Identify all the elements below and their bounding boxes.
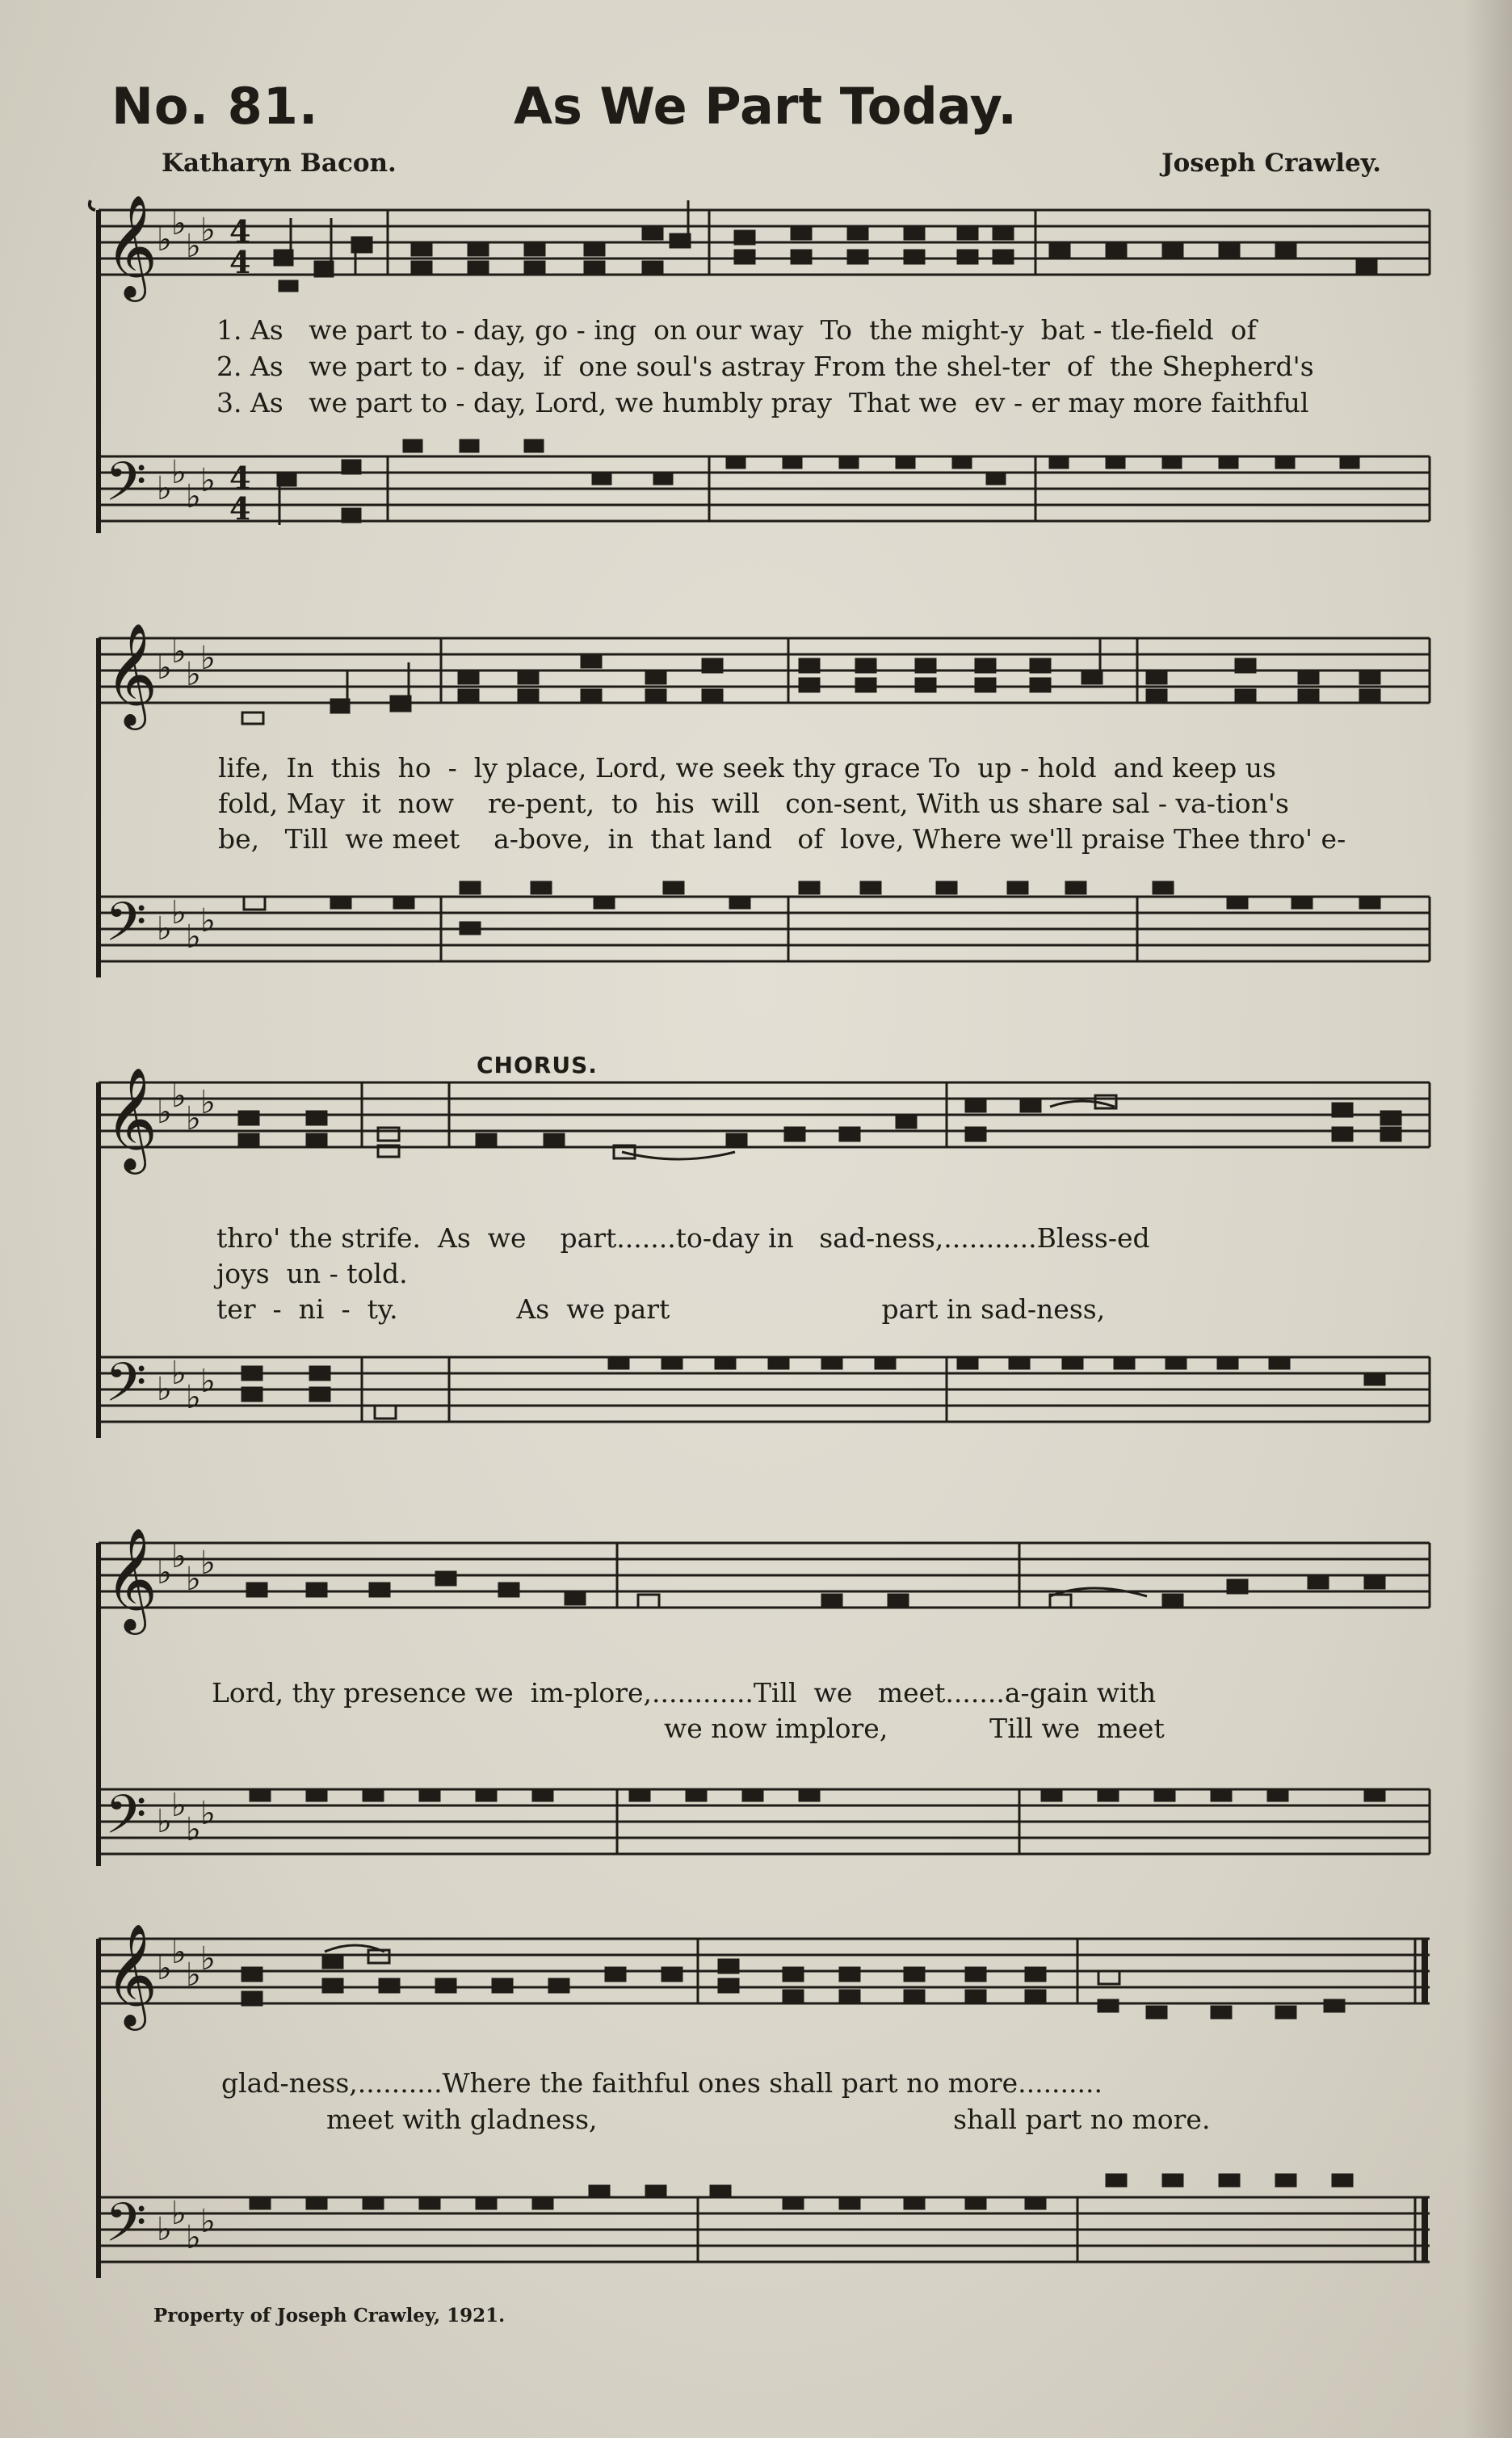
- svg-text:♭: ♭: [157, 470, 172, 507]
- svg-text:𝄞: 𝄞: [105, 1527, 158, 1630]
- svg-text:♭: ♭: [157, 221, 172, 259]
- chorus-label: CHORUS.: [477, 1052, 598, 1078]
- svg-text:𝄢: 𝄢: [105, 1351, 147, 1427]
- svg-text:♭: ♭: [157, 1950, 172, 1987]
- svg-text:♭: ♭: [171, 1355, 187, 1392]
- svg-text:♭: ♭: [186, 228, 201, 265]
- svg-text:♭: ♭: [157, 1554, 172, 1591]
- lyric-line-s5-v2: meet with gladness, shall part no more.: [326, 2104, 1211, 2135]
- svg-text:4: 4: [229, 244, 251, 280]
- svg-text:♭: ♭: [200, 462, 216, 499]
- lyric-line-s4-v2: we now implore, Till we meet: [664, 1713, 1165, 1744]
- svg-text:♭: ♭: [186, 478, 201, 515]
- svg-text:♭: ♭: [200, 1940, 216, 1978]
- svg-text:♭: ♭: [171, 633, 187, 670]
- svg-text:♭: ♭: [200, 1795, 216, 1832]
- hymn-title: As We Part Today.: [514, 77, 1017, 136]
- lyric-line-s2-v1: life, In this ho - ly place, Lord, we seek thy grace To up - hold and keep us: [218, 752, 1276, 784]
- lyric-line-s4-v1: Lord, thy presence we im-plore,............Till we meet.......a-gain with: [212, 1677, 1157, 1709]
- lyric-line-s1-v1: 1. As we part to - day, go - ing on our way To the might-y bat - tle-field of: [216, 314, 1257, 346]
- svg-text:♭: ♭: [157, 1371, 172, 1408]
- svg-text:4: 4: [229, 213, 251, 250]
- svg-text:♭: ♭: [157, 2211, 172, 2248]
- svg-text:♭: ♭: [186, 918, 201, 956]
- svg-text:♭: ♭: [200, 212, 216, 249]
- svg-text:♭: ♭: [186, 1811, 201, 1848]
- svg-text:♭: ♭: [157, 649, 172, 687]
- svg-text:4: 4: [229, 490, 251, 527]
- svg-text:♭: ♭: [171, 2195, 187, 2232]
- lyric-line-s2-v2: fold, May it now re-pent, to his will con-sent, With us share sal - va-tion's: [218, 788, 1289, 819]
- svg-text:𝄞: 𝄞: [105, 1923, 158, 2026]
- lyric-line-s5-v1: glad-ness,..........Where the faithful ones shall part no more..........: [221, 2067, 1102, 2099]
- svg-text:♭: ♭: [171, 1934, 187, 1971]
- lyric-line-s3-v1: thro' the strife. As we part.......to-day in sad-ness,...........Bless-ed: [216, 1222, 1150, 1254]
- svg-text:♭: ♭: [186, 1379, 201, 1416]
- svg-text:𝄞: 𝄞: [105, 1066, 158, 1170]
- svg-text:𝄢: 𝄢: [105, 891, 147, 966]
- svg-text:♭: ♭: [200, 1084, 216, 1121]
- svg-text:♭: ♭: [171, 894, 187, 931]
- svg-text:♭: ♭: [200, 1545, 216, 1582]
- svg-text:♭: ♭: [200, 902, 216, 939]
- svg-text:♭: ♭: [171, 1787, 187, 1824]
- lyric-line-s1-v2: 2. As we part to - day, if one soul's astray From the shel-ter of the Shepherd's: [216, 351, 1314, 382]
- svg-text:𝄞: 𝄞: [105, 622, 158, 725]
- lyric-line-s3-v2: joys un - told.: [216, 1258, 408, 1289]
- lyric-line-s2-v3: be, Till we meet a-bove, in that land of love, Where we'll praise Thee thro' e-: [218, 823, 1346, 855]
- copyright-footer: Property of Joseph Crawley, 1921.: [153, 2305, 506, 2327]
- svg-text:♭: ♭: [200, 640, 216, 677]
- svg-text:♭: ♭: [186, 1561, 201, 1598]
- svg-text:♭: ♭: [200, 1363, 216, 1400]
- lyric-line-s3-v3: ter - ni - ty. As we part part in sad-ness,: [216, 1293, 1106, 1325]
- svg-text:♭: ♭: [171, 205, 187, 242]
- svg-text:♭: ♭: [171, 454, 187, 491]
- svg-text:4: 4: [229, 460, 251, 496]
- svg-text:♭: ♭: [171, 1538, 187, 1575]
- svg-text:♭: ♭: [186, 656, 201, 693]
- svg-text:𝄢: 𝄢: [105, 1784, 147, 1859]
- lyric-line-s1-v3: 3. As we part to - day, Lord, we humbly pray That we ev - er may more faithful: [216, 387, 1309, 418]
- svg-text:𝄢: 𝄢: [105, 2192, 147, 2267]
- svg-text:♭: ♭: [157, 1094, 172, 1131]
- svg-text:♭: ♭: [200, 2203, 216, 2240]
- svg-text:♭: ♭: [157, 910, 172, 948]
- svg-text:♭: ♭: [186, 2219, 201, 2256]
- svg-text:♭: ♭: [186, 1100, 201, 1137]
- svg-text:♭: ♭: [171, 1078, 187, 1115]
- svg-text:𝄢: 𝄢: [105, 451, 147, 526]
- svg-text:𝄞: 𝄞: [105, 194, 158, 297]
- svg-text:♭: ♭: [186, 1957, 201, 1994]
- lyricist-credit: Katharyn Bacon.: [162, 149, 397, 178]
- composer-credit: Joseph Crawley.: [1161, 149, 1381, 178]
- hymn-number: No. 81.: [111, 77, 319, 136]
- svg-text:♭: ♭: [157, 1803, 172, 1840]
